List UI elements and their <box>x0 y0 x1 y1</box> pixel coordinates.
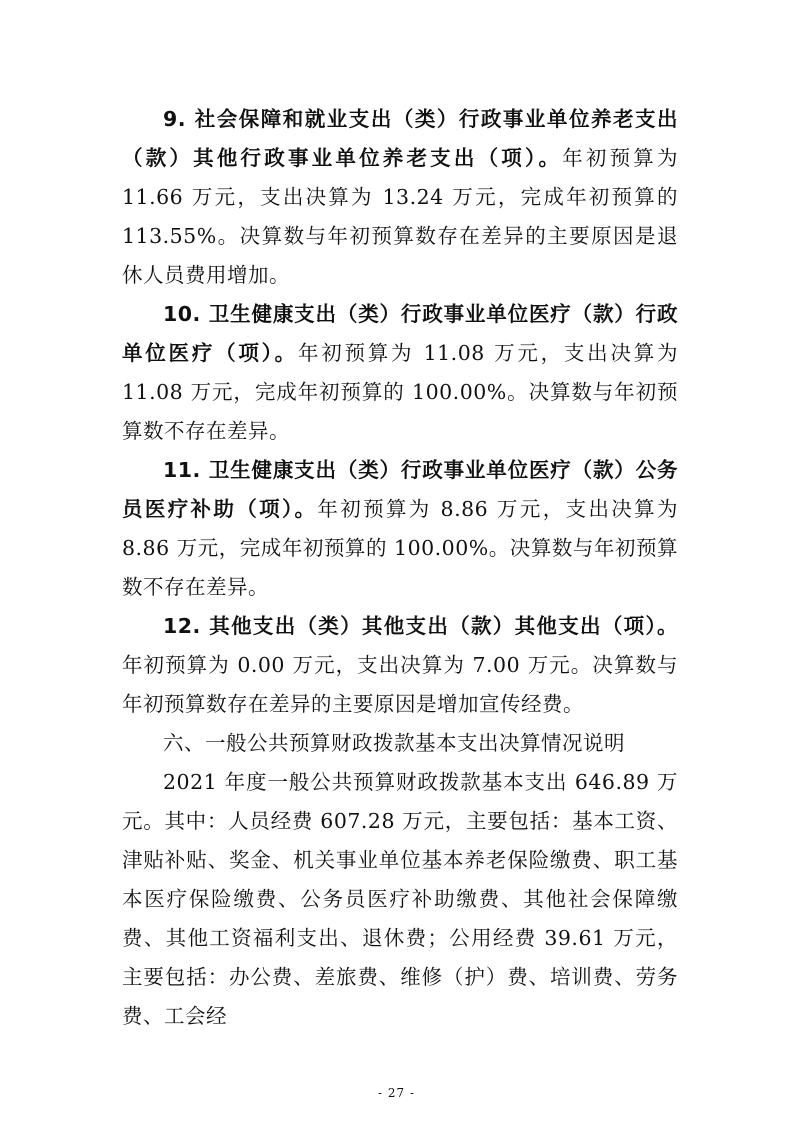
paragraph-item-12-heading: 12. 其他支出（类）其他支出（款）其他支出（项）。 <box>163 614 678 638</box>
paragraph-item-11 <box>122 451 678 607</box>
section-body-text: 2021 年度一般公共预算财政拨款基本支出 646.89 万元。其中：人员经费 607.28 万元，主要包括：基本工资、津贴补贴、奖金、机关事业单位基本养老保险缴费、职工基本医疗保险缴费、公务员医疗补助缴费、其他社会保障缴费、其他工资福利支出、退休费；公用经费 39.61 万元，主要包括：办公费、差旅费、维修（护）费、培训费、劳务费、工会经 <box>122 770 678 1028</box>
section-body <box>122 763 678 1036</box>
paragraph-item-9-heading: 9. 社会保障和就业支出（类）行政事业单位养老支出（款）其他行政事业单位养老支出（项）。 <box>122 107 678 170</box>
paragraph-item-10-heading: 10. 卫生健康支出（类）行政事业单位医疗（款）行政单位医疗（项）。 <box>122 302 678 365</box>
paragraph-item-10-body: 年初预算为 11.08 万元，支出决算为 11.08 万元，完成年初预算的 100.00%。决算数与年初预算数不存在差异。 <box>122 341 678 443</box>
paragraph-item-12-body: 年初预算为 0.00 万元，支出决算为 7.00 万元。决算数与年初预算数存在差异的主要原因是增加宣传经费。 <box>122 653 678 716</box>
paragraph-item-11-body: 年初预算为 8.86 万元，支出决算为 8.86 万元，完成年初预算的 100.00%。决算数与年初预算数不存在差异。 <box>122 497 678 599</box>
paragraph-item-9-body: 年初预算为 11.66 万元，支出决算为 13.24 万元，完成年初预算的 113.55%。决算数与年初预算数存在差异的主要原因是退休人员费用增加。 <box>122 146 679 287</box>
paragraph-item-11-heading: 11. 卫生健康支出（类）行政事业单位医疗（款）公务员医疗补助（项）。 <box>122 458 678 521</box>
paragraph-item-10 <box>122 295 678 451</box>
page-number: - 27 - <box>377 1086 415 1100</box>
section-heading: 六、一般公共预算财政拨款基本支出决算情况说明 <box>163 731 625 755</box>
paragraph-item-12 <box>122 607 678 724</box>
paragraph-item-9 <box>122 100 678 295</box>
